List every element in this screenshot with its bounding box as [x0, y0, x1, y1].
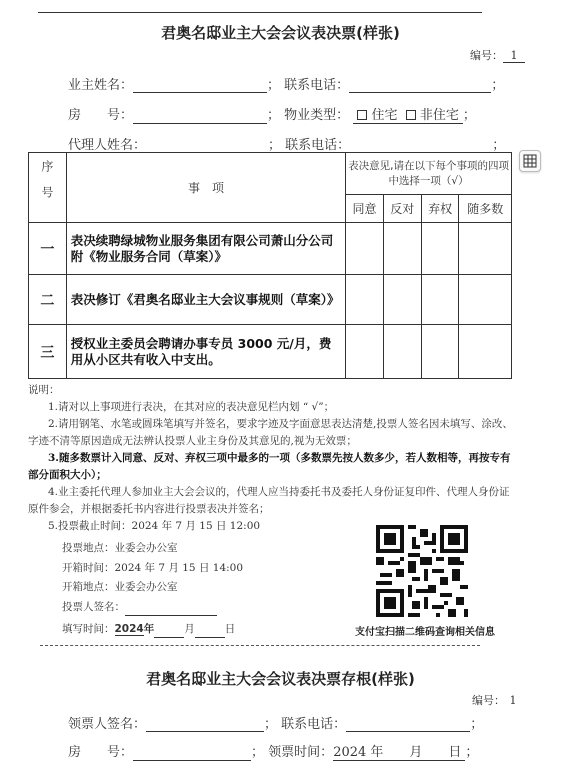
- receiver-field[interactable]: [146, 718, 264, 732]
- property-type-options: [353, 104, 463, 124]
- vote-cell[interactable]: [421, 325, 459, 379]
- stub-receiver-row: [68, 713, 483, 732]
- choice-abstain: 弃权: [421, 195, 459, 223]
- semicolon: ；: [462, 108, 476, 123]
- row-index: 一: [29, 223, 67, 275]
- semicolon: ；: [267, 78, 281, 93]
- voter-sign-field[interactable]: [125, 603, 217, 616]
- open-time: 开箱时间：2024 年 7 月 15 日 14:00: [62, 562, 244, 574]
- item-text: 表决修订《君奥名邸业主大会议事规则（草案）》: [66, 275, 345, 325]
- voter-sign-row: [62, 599, 217, 616]
- table-grid-icon[interactable]: [519, 150, 541, 172]
- room-field[interactable]: [133, 110, 267, 124]
- item-text: 表决续聘绿城物业服务集团有限公司萧山分公司附《物业服务合同（草案）》: [66, 223, 345, 275]
- receive-time-label: 领票时间：: [268, 745, 334, 760]
- notes: [28, 382, 518, 535]
- qr-code-icon: [376, 525, 468, 617]
- vote-location: 投票地点：业委会办公室: [62, 542, 178, 554]
- ballot-title: 君奥名邸业主大会会议表决票(样张): [161, 24, 400, 42]
- owner-name-label: 业主姓名：: [68, 78, 134, 93]
- proxy-phone-label: 联系电话：: [285, 138, 351, 153]
- row-index: 三: [29, 325, 67, 379]
- note-4: 4.业主委托代理人参加业主大会会议的，代理人应当持委托书及委托人身份证复印件、代理人身份证原件参会，并根据委托书内容进行投票表决并签名；: [28, 486, 510, 515]
- vote-cell[interactable]: [421, 223, 459, 275]
- cut-line: [40, 645, 480, 646]
- year-unit: 年: [143, 623, 155, 635]
- stub-room-row: [68, 741, 478, 761]
- semicolon: ；: [264, 717, 278, 732]
- open-location: 开箱地点：业委会办公室: [62, 581, 178, 593]
- top-rule: [38, 12, 482, 13]
- proxy-name-label: 代理人姓名：: [68, 138, 147, 153]
- table-grid-glyph: [523, 154, 537, 168]
- vote-cell[interactable]: [459, 325, 512, 379]
- vote-cell[interactable]: [383, 325, 421, 379]
- receiver-label: 领票人签名：: [68, 717, 147, 732]
- vote-cell[interactable]: [383, 275, 421, 325]
- vote-table: [28, 152, 512, 379]
- serial-label: 编号：: [470, 49, 503, 62]
- option-non-residential: 非住宅: [419, 108, 459, 123]
- choice-agree: 同意: [346, 195, 384, 223]
- option-residential: 住宅: [371, 108, 398, 123]
- semicolon: ；: [492, 138, 506, 153]
- semicolon: ；: [465, 745, 479, 760]
- receive-time-field[interactable]: 2024 年 月 日: [333, 745, 465, 761]
- property-type-label: 物业类型：: [284, 108, 350, 123]
- stub-title: 君奥名邸业主大会会议表决票存根(样张): [146, 670, 415, 688]
- table-row: [29, 223, 512, 275]
- fill-time-row: [62, 621, 235, 638]
- note-2: 2.请用钢笔、水笔或圆珠笔填写并签名，要求字迹及字面意思表达清楚,投票人签名因未填写、涂改、字迹不清等原因造成无法辨认投票人业主身份及其意见的,视为无效票；: [28, 418, 513, 447]
- header-index: 序号: [29, 153, 67, 223]
- semicolon: ；: [268, 138, 282, 153]
- phone-label: 联系电话：: [284, 78, 350, 93]
- serial-value: 1: [503, 49, 525, 63]
- qr-caption: 支付宝扫描二维码查询相关信息: [355, 627, 495, 638]
- day-unit: 日: [224, 623, 236, 635]
- owner-name-field[interactable]: [133, 79, 267, 93]
- room-row: [68, 104, 476, 124]
- proxy-phone-field[interactable]: [350, 139, 492, 153]
- stub-room-field[interactable]: [133, 747, 251, 761]
- empty-checkbox-icon[interactable]: [357, 110, 367, 120]
- empty-checkbox-icon[interactable]: [406, 110, 416, 120]
- proxy-row: [68, 134, 505, 153]
- note-5: 5.投票截止时间：2024 年 7 月 15 日 12:00: [48, 520, 261, 532]
- semicolon: ；: [267, 108, 281, 123]
- fill-time-label: 填写时间：: [62, 623, 115, 635]
- vote-cell[interactable]: [346, 223, 384, 275]
- month-unit: 月: [184, 623, 195, 635]
- vote-cell[interactable]: [383, 223, 421, 275]
- fill-month-field[interactable]: [154, 625, 184, 638]
- semicolon: ；: [251, 745, 265, 760]
- note-3: 3.随多数票计入同意、反对、弃权三项中最多的一项（多数票先按人数多少，若人数相等，再按专有部分面积大小）；: [28, 452, 511, 481]
- table-row: [29, 325, 512, 379]
- stub-room-label: 房 号：: [68, 745, 134, 760]
- ballot-serial: [470, 47, 525, 63]
- vote-cell[interactable]: [346, 325, 384, 379]
- owner-row: [68, 74, 504, 93]
- room-label: 房 号：: [68, 108, 134, 123]
- vote-cell[interactable]: [346, 275, 384, 325]
- note-1: 1.请对以上事项进行表决，在其对应的表决意见栏内划 “ √”；: [48, 401, 335, 413]
- stub-serial-label: 编号：: [472, 694, 505, 707]
- vote-cell[interactable]: [459, 223, 512, 275]
- stub-phone-field[interactable]: [346, 718, 470, 732]
- fill-year[interactable]: 2024: [114, 623, 144, 635]
- row-index: 二: [29, 275, 67, 325]
- header-opinion: 表决意见,请在以下每个事项的四项中选择一项（√）: [346, 153, 512, 195]
- semicolon: ；: [470, 717, 484, 732]
- header-item: 事 项: [66, 153, 345, 223]
- vote-cell[interactable]: [421, 275, 459, 325]
- stub-phone-label: 联系电话：: [281, 717, 347, 732]
- table-row: [29, 275, 512, 325]
- fill-day-field[interactable]: [195, 625, 225, 638]
- vote-cell[interactable]: [459, 275, 512, 325]
- choice-oppose: 反对: [383, 195, 421, 223]
- phone-field[interactable]: [349, 79, 491, 93]
- choice-follow-majority: 随多数: [459, 195, 512, 223]
- stub-serial-value: 1: [509, 694, 517, 707]
- item-text: 授权业主委员会聘请办事专员 3000 元/月，费用从小区共有收入中支出。: [66, 325, 345, 379]
- voter-sign-label: 投票人签名：: [62, 601, 125, 613]
- stub-serial: [472, 692, 521, 708]
- semicolon: ；: [491, 78, 505, 93]
- notes-heading: 说明：: [28, 384, 60, 396]
- proxy-name-field[interactable]: [146, 139, 268, 153]
